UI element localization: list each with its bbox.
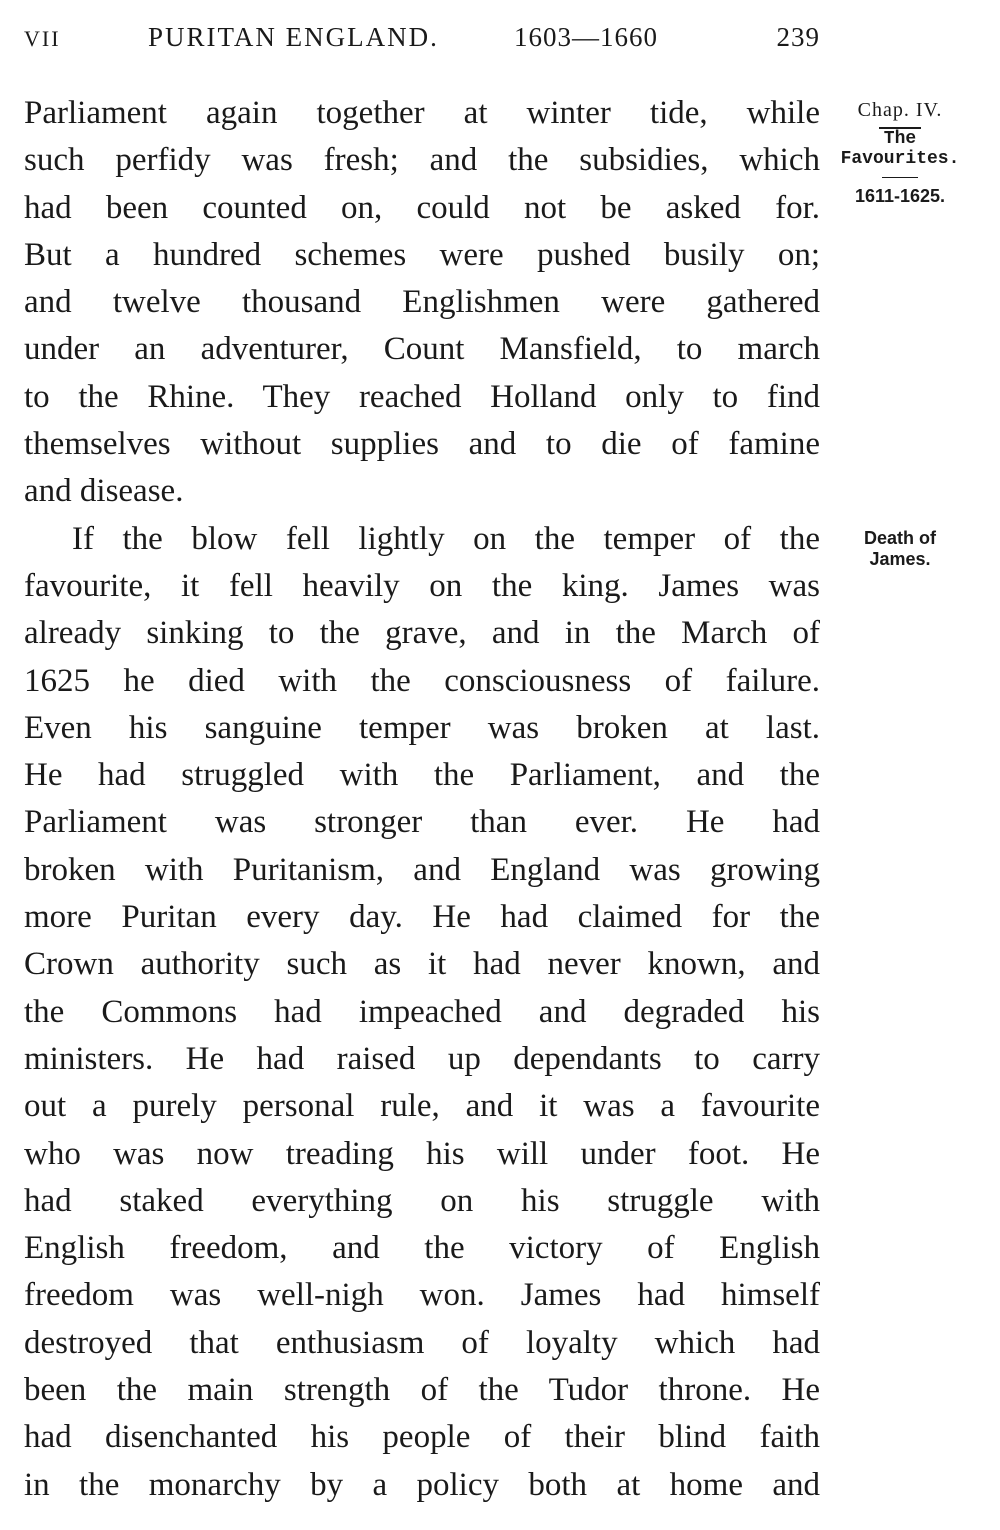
body-line: 1625 he died with the consciousness of failure. (24, 662, 820, 699)
body-line: He had struggled with the Parliament, and the (24, 757, 820, 794)
body-line: who was now treading his will under foot. He (24, 1135, 820, 1172)
sidenote-topic (830, 528, 970, 570)
body-line: Crown authority such as it had never known, and (24, 946, 820, 983)
body-line: to the Rhine. They reached Holland only to find (24, 378, 820, 415)
sidenote-topic-line2: James. (869, 549, 931, 569)
body-line: more Puritan every day. He had claimed for the (24, 899, 820, 936)
body-line: already sinking to the grave, and in the March of (24, 615, 820, 652)
sidenote-chapter-block (830, 100, 970, 207)
sidenote-topic-line1: Death of (864, 528, 936, 548)
body-line: had disenchanted his people of their blind faith (24, 1419, 820, 1456)
body-line: in the monarchy by a policy both at home and (24, 1466, 820, 1503)
body-line: Parliament was stronger than ever. He had (24, 804, 820, 841)
sidenote-section-years: 1611-1625. (854, 186, 946, 206)
body-line: and twelve thousand Englishmen were gathered (24, 284, 820, 321)
page-number: 239 (776, 22, 820, 52)
paragraph-end-line: and disease. (24, 473, 184, 510)
body-line: broken with Puritanism, and England was growing (24, 851, 820, 888)
body-line: under an adventurer, Count Mansfield, to march (24, 331, 820, 368)
running-head-chapter-numeral: VII (24, 26, 61, 51)
sidenote-chapter-label: Chap. IV. (857, 99, 943, 121)
body-line: Even his sanguine temper was broken at last. (24, 709, 820, 746)
body-line: destroyed that enthusiasm of loyalty which had (24, 1324, 820, 1361)
body-line: English freedom, and the victory of English (24, 1230, 820, 1267)
body-line: Parliament again together at winter tide, while (24, 95, 820, 131)
body-line: favourite, it fell heavily on the king. James was (24, 567, 820, 604)
running-head-title: PURITAN ENGLAND. (148, 22, 439, 52)
sidenote-section-title-line2: Favourites. (840, 149, 960, 169)
body-text (24, 90, 820, 1509)
body-line: the Commons had impeached and degraded his (24, 993, 820, 1030)
body-line: been the main strength of the Tudor throne. He (24, 1372, 820, 1409)
body-line: had been counted on, could not be asked for. (24, 189, 820, 226)
body-line: ministers. He had raised up dependants to carry (24, 1040, 820, 1077)
running-head-dates: 1603—1660 (514, 22, 658, 52)
body-line: had staked everything on his struggle with (24, 1182, 820, 1219)
paragraph-start-line: If the blow fell lightly on the temper of the (72, 520, 820, 557)
body-line: such perfidy was fresh; and the subsidies, which (24, 142, 820, 179)
body-line: freedom was well-nigh won. James had himself (24, 1277, 820, 1314)
running-head (24, 22, 820, 62)
sidenote-divider (882, 177, 918, 178)
body-line: out a purely personal rule, and it was a favourite (24, 1088, 820, 1125)
body-line: themselves without supplies and to die of famine (24, 426, 820, 463)
sidenote-section-title-line1: The (883, 129, 917, 149)
body-line: But a hundred schemes were pushed busily on; (24, 236, 820, 273)
